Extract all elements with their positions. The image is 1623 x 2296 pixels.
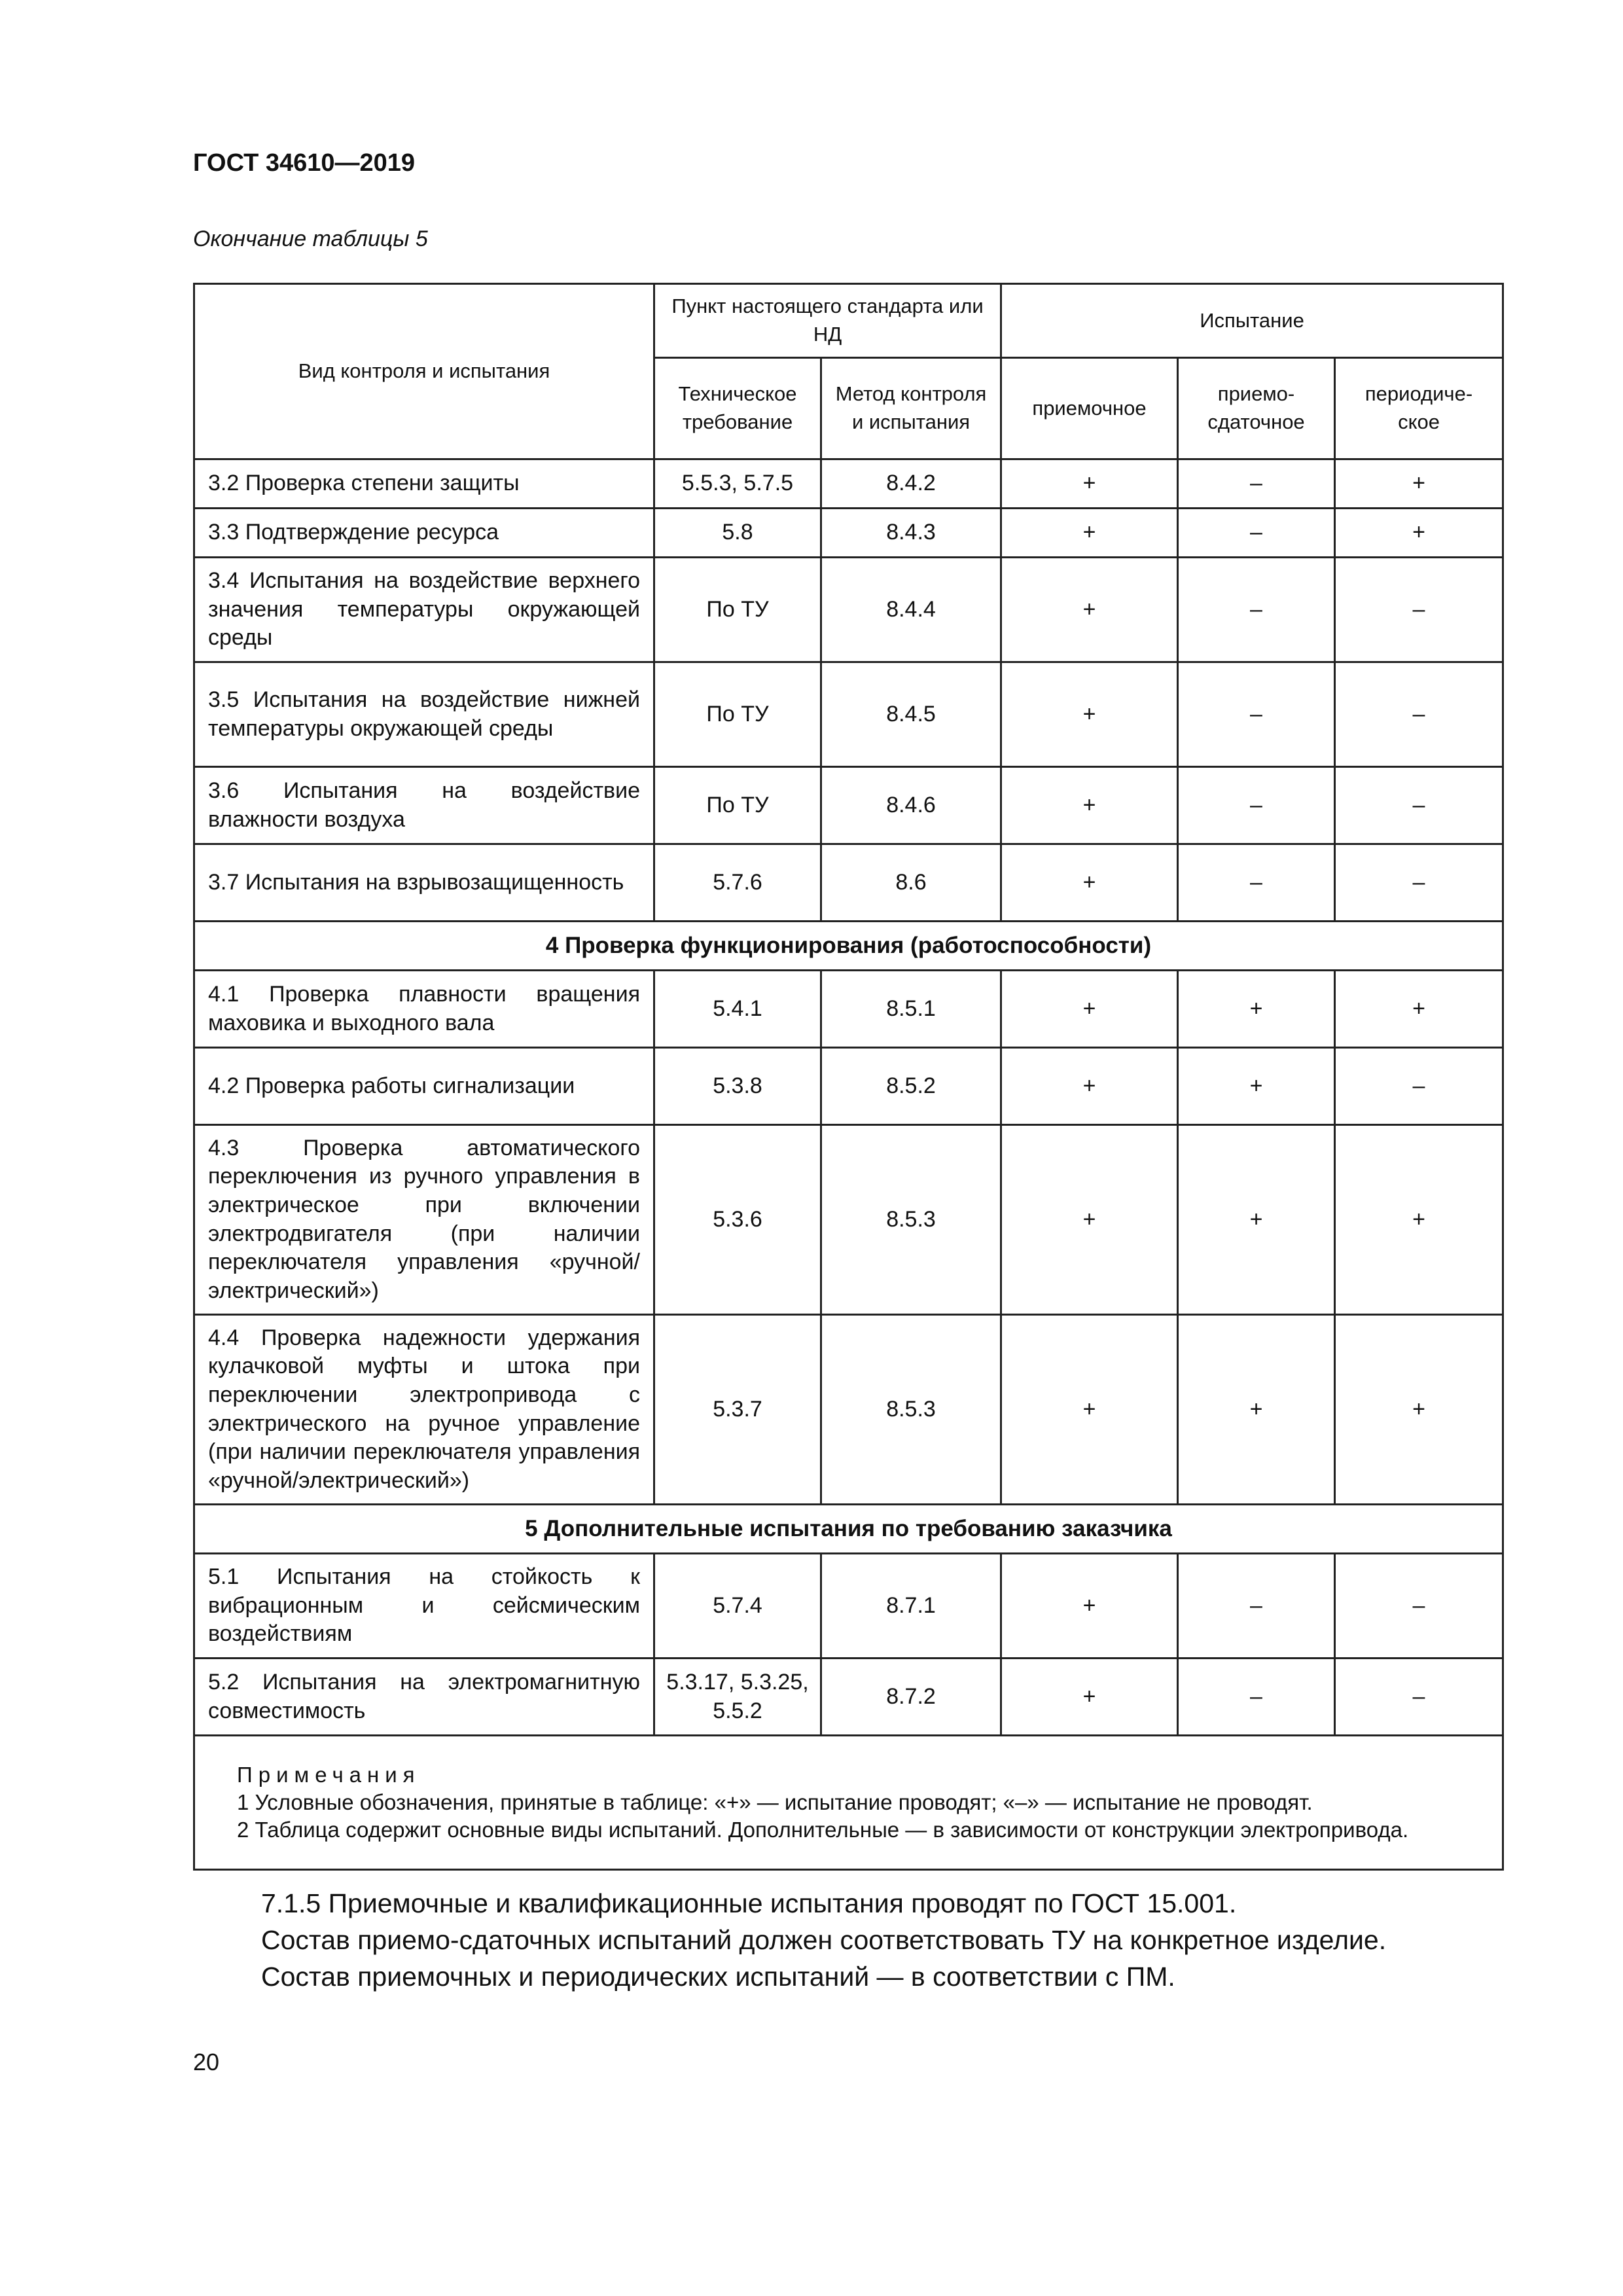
row-name: 3.3 Подтверждение ресурса xyxy=(194,509,654,558)
row-acceptance: + xyxy=(1001,1125,1178,1315)
row-acceptance: + xyxy=(1001,509,1178,558)
row-req: По ТУ xyxy=(654,767,821,844)
table-row xyxy=(194,459,1503,509)
row-name: 4.3 Проверка автоматического переключения из ручного управления в электрическое при включении электродвигателя (при наличии переключателя управления «ручной/электрический») xyxy=(194,1125,654,1315)
row-periodic: – xyxy=(1335,1554,1503,1659)
row-handover: + xyxy=(1178,971,1335,1048)
paragraph-7-1-5: 7.1.5 Приемочные и квалификационные испытания проводят по ГОСТ 15.001. xyxy=(261,1888,1237,1918)
table-notes xyxy=(194,1736,1503,1870)
table-row xyxy=(194,558,1503,662)
header-kind: Вид контроля и испытания xyxy=(194,284,654,459)
row-acceptance: + xyxy=(1001,1554,1178,1659)
row-periodic: – xyxy=(1335,767,1503,844)
row-method: 8.4.3 xyxy=(821,509,1001,558)
table-row xyxy=(194,662,1503,767)
header-acceptance: приемочное xyxy=(1001,358,1178,459)
row-periodic: – xyxy=(1335,844,1503,922)
row-handover: – xyxy=(1178,558,1335,662)
row-handover: – xyxy=(1178,1554,1335,1659)
row-acceptance: + xyxy=(1001,844,1178,922)
table-row xyxy=(194,509,1503,558)
row-req: 5.8 xyxy=(654,509,821,558)
table-continuation-caption: Окончание таблицы 5 xyxy=(193,226,428,251)
table-row xyxy=(194,1315,1503,1505)
row-handover: + xyxy=(1178,1048,1335,1125)
row-method: 8.4.6 xyxy=(821,767,1001,844)
table-row xyxy=(194,1125,1503,1315)
table-row xyxy=(194,1048,1503,1125)
row-handover: – xyxy=(1178,767,1335,844)
row-handover: – xyxy=(1178,1659,1335,1736)
row-req: 5.3.8 xyxy=(654,1048,821,1125)
table-row xyxy=(194,767,1503,844)
row-method: 8.5.1 xyxy=(821,971,1001,1048)
row-acceptance: + xyxy=(1001,1659,1178,1736)
note-2: 2 Таблица содержит основные виды испытаний. Дополнительные — в зависимости от конструкции электропривода. xyxy=(237,1818,1409,1842)
row-req: 5.4.1 xyxy=(654,971,821,1048)
row-name: 3.5 Испытания на воздействие нижней температуры окружающей среды xyxy=(194,662,654,767)
row-req: 5.5.3, 5.7.5 xyxy=(654,459,821,509)
row-req: 5.7.4 xyxy=(654,1554,821,1659)
section-4-heading: 4 Проверка функционирования (работоспособности) xyxy=(194,922,1503,971)
row-name: 3.6 Испытания на воздействие влажности воздуха xyxy=(194,767,654,844)
row-name: 3.2 Проверка степени защиты xyxy=(194,459,654,509)
row-name: 5.1 Испытания на стойкость к вибрационным и сейсмическим воздействиям xyxy=(194,1554,654,1659)
row-acceptance: + xyxy=(1001,558,1178,662)
row-method: 8.4.4 xyxy=(821,558,1001,662)
table-row xyxy=(194,844,1503,922)
table-row xyxy=(194,1659,1503,1736)
row-req: 5.3.6 xyxy=(654,1125,821,1315)
table-row xyxy=(194,1554,1503,1659)
row-acceptance: + xyxy=(1001,971,1178,1048)
header-periodic: периодиче-ское xyxy=(1335,358,1503,459)
row-handover: – xyxy=(1178,662,1335,767)
row-periodic: + xyxy=(1335,1315,1503,1505)
row-name: 3.4 Испытания на воздействие верхнего значения температуры окружающей среды xyxy=(194,558,654,662)
row-acceptance: + xyxy=(1001,459,1178,509)
row-periodic: + xyxy=(1335,459,1503,509)
header-test: Испытание xyxy=(1001,284,1503,358)
row-method: 8.5.3 xyxy=(821,1315,1001,1505)
row-periodic: + xyxy=(1335,509,1503,558)
row-periodic: + xyxy=(1335,971,1503,1048)
header-method: Метод контроля и испытания xyxy=(821,358,1001,459)
body-text xyxy=(261,1885,1386,1995)
row-periodic: – xyxy=(1335,1048,1503,1125)
row-method: 8.7.1 xyxy=(821,1554,1001,1659)
row-method: 8.5.3 xyxy=(821,1125,1001,1315)
table-row xyxy=(194,971,1503,1048)
row-name: 4.1 Проверка плавности вращения маховика и выходного вала xyxy=(194,971,654,1048)
document-code: ГОСТ 34610—2019 xyxy=(193,149,416,177)
paragraph-handover-tests: Состав приемо-сдаточных испытаний должен соответствовать ТУ на конкретное изделие. xyxy=(261,1925,1387,1955)
paragraph-acceptance-tests: Состав приемочных и периодических испытаний — в соответствии с ПМ. xyxy=(261,1962,1175,1992)
row-handover: – xyxy=(1178,844,1335,922)
notes-title: Примечания xyxy=(237,1762,421,1787)
row-periodic: – xyxy=(1335,558,1503,662)
page-number: 20 xyxy=(193,2049,220,2075)
table-5 xyxy=(193,283,1504,1871)
row-name: 3.7 Испытания на взрывозащищенность xyxy=(194,844,654,922)
row-method: 8.6 xyxy=(821,844,1001,922)
row-req: 5.3.7 xyxy=(654,1315,821,1505)
row-name: 4.4 Проверка надежности удержания кулачковой муфты и штока при переключении электропривода с электрического на ручное управление (при наличии переключателя управления «ручной/электрический») xyxy=(194,1315,654,1505)
row-handover: – xyxy=(1178,509,1335,558)
row-req: По ТУ xyxy=(654,662,821,767)
row-acceptance: + xyxy=(1001,1048,1178,1125)
row-handover: + xyxy=(1178,1315,1335,1505)
header-tech-req: Техническое требование xyxy=(654,358,821,459)
note-1: 1 Условные обозначения, принятые в таблице: «+» — испытание проводят; «–» — испытание не проводят. xyxy=(237,1789,1313,1814)
row-name: 4.2 Проверка работы сигнализации xyxy=(194,1048,654,1125)
row-periodic: – xyxy=(1335,1659,1503,1736)
row-periodic: + xyxy=(1335,1125,1503,1315)
row-req: По ТУ xyxy=(654,558,821,662)
row-acceptance: + xyxy=(1001,1315,1178,1505)
row-method: 8.4.2 xyxy=(821,459,1001,509)
row-method: 8.5.2 xyxy=(821,1048,1001,1125)
row-handover: + xyxy=(1178,1125,1335,1315)
row-method: 8.7.2 xyxy=(821,1659,1001,1736)
row-name: 5.2 Испытания на электромагнитную совместимость xyxy=(194,1659,654,1736)
row-req: 5.7.6 xyxy=(654,844,821,922)
header-clause: Пункт настоящего стандарта или НД xyxy=(654,284,1001,358)
row-method: 8.4.5 xyxy=(821,662,1001,767)
section-5-heading: 5 Дополнительные испытания по требованию заказчика xyxy=(194,1505,1503,1554)
header-handover: приемо-сдаточное xyxy=(1178,358,1335,459)
row-req: 5.3.17, 5.3.25, 5.5.2 xyxy=(654,1659,821,1736)
row-handover: – xyxy=(1178,459,1335,509)
row-periodic: – xyxy=(1335,662,1503,767)
row-acceptance: + xyxy=(1001,662,1178,767)
row-acceptance: + xyxy=(1001,767,1178,844)
